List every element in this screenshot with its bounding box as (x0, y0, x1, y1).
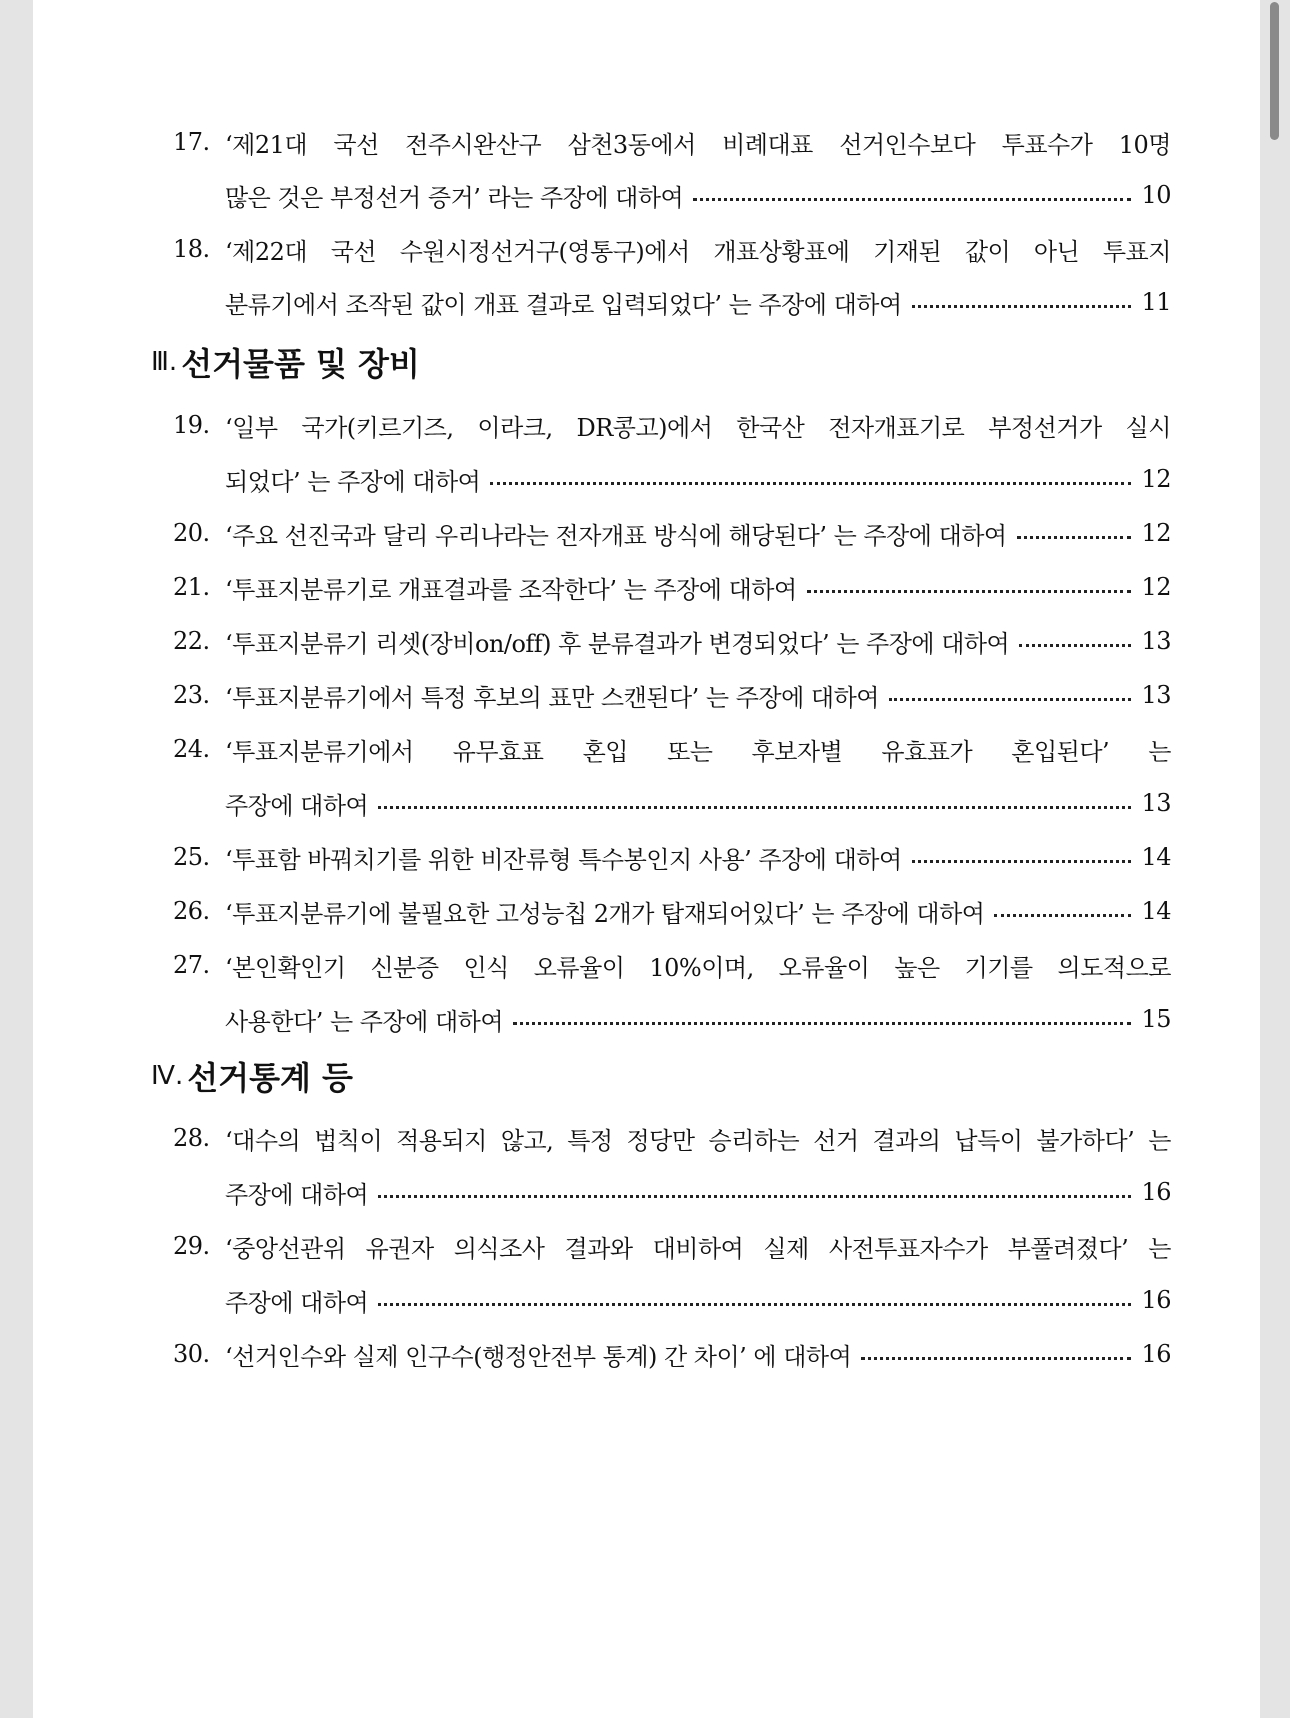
entry-text: 주장에 대하여 (225, 1288, 369, 1317)
entry-page-number: 14 (1141, 897, 1171, 925)
entry-number: 18. (173, 235, 210, 263)
dot-leader (912, 860, 1132, 863)
toc-entry-continuation[interactable] (225, 175, 1171, 215)
entry-page-number: 12 (1141, 465, 1171, 493)
toc-entry[interactable] (173, 229, 1171, 269)
entry-text: 많은 것은 부정선거 증거’ 라는 주장에 대하여 (225, 183, 684, 212)
dot-leader (1019, 644, 1131, 647)
dot-leader (378, 1195, 1131, 1198)
entry-page-number: 12 (1141, 519, 1171, 547)
section-number: Ⅳ. (151, 1061, 184, 1091)
toc-entry[interactable] (173, 729, 1171, 769)
entry-number: 17. (173, 128, 210, 156)
entry-text: 주장에 대하여 (225, 791, 369, 820)
dot-leader (693, 198, 1131, 201)
toc-entry[interactable] (173, 621, 1171, 661)
entry-number: 29. (173, 1232, 210, 1260)
entry-number: 28. (173, 1124, 210, 1152)
entry-number: 25. (173, 843, 210, 871)
entry-page-number: 12 (1141, 573, 1171, 601)
dot-leader (378, 806, 1131, 809)
dot-leader (861, 1357, 1131, 1360)
dot-leader (378, 1303, 1131, 1306)
entry-text: ‘투표지분류기로 개표결과를 조작한다’ 는 주장에 대하여 (225, 575, 797, 604)
entry-text: ‘일부 국가(키르기즈, 이라크, DR콩고)에서 한국산 전자개표기로 부정선거가 실시 (225, 413, 1171, 442)
entry-number: 23. (173, 681, 210, 709)
section-number: Ⅲ. (151, 347, 178, 377)
entry-text: 주장에 대하여 (225, 1180, 369, 1209)
dot-leader (994, 914, 1131, 917)
entry-text: ‘투표지분류기에서 유무효표 혼입 또는 후보자별 유효표가 혼입된다’ 는 (225, 737, 1171, 766)
entry-text: ‘투표함 바꿔치기를 위한 비잔류형 특수봉인지 사용’ 주장에 대하여 (225, 845, 902, 874)
toc-entry[interactable] (173, 675, 1171, 715)
toc-entry[interactable] (173, 1334, 1171, 1374)
dot-leader (889, 698, 1132, 701)
entry-page-number: 11 (1141, 288, 1171, 316)
toc-entry[interactable] (173, 405, 1171, 445)
viewer-scroll-track[interactable] (1260, 0, 1290, 1718)
entry-number: 21. (173, 573, 210, 601)
dot-leader (912, 305, 1132, 308)
entry-text: 되었다’ 는 주장에 대하여 (225, 467, 481, 496)
entry-text: ‘투표지분류기 리셋(장비on/off) 후 분류결과가 변경되었다’ 는 주장에 대하여 (225, 629, 1010, 658)
entry-text: 분류기에서 조작된 값이 개표 결과로 입력되었다’ 는 주장에 대하여 (225, 290, 902, 319)
entry-page-number: 16 (1141, 1340, 1171, 1368)
toc-entry-continuation[interactable] (225, 783, 1171, 823)
entry-page-number: 16 (1141, 1286, 1171, 1314)
toc-entry[interactable] (173, 567, 1171, 607)
toc-entry[interactable] (173, 513, 1171, 553)
toc-entry-continuation[interactable] (225, 1280, 1171, 1320)
entry-page-number: 13 (1141, 789, 1171, 817)
toc-entry-continuation[interactable] (225, 999, 1171, 1039)
dot-leader (513, 1022, 1131, 1025)
section-title: 선거물품 및 장비 (181, 345, 420, 383)
entry-number: 22. (173, 627, 210, 655)
entry-text: ‘중앙선관위 유권자 의식조사 결과와 대비하여 실제 사전투표자수가 부풀려졌다’ 는 (225, 1234, 1171, 1263)
toc-entry[interactable] (173, 122, 1171, 162)
entry-page-number: 16 (1141, 1178, 1171, 1206)
entry-page-number: 15 (1141, 1005, 1171, 1033)
toc-entry[interactable] (173, 945, 1171, 985)
entry-text: ‘선거인수와 실제 인구수(행정안전부 통계) 간 차이’ 에 대하여 (225, 1342, 852, 1371)
entry-text: ‘본인확인기 신분증 인식 오류율이 10%이며, 오류율이 높은 기기를 의도적으로 (225, 953, 1171, 982)
section-heading (151, 337, 420, 387)
entry-number: 26. (173, 897, 210, 925)
viewer-background-left (0, 0, 33, 1718)
toc-entry-continuation[interactable] (225, 282, 1171, 322)
entry-page-number: 14 (1141, 843, 1171, 871)
toc-entry-continuation[interactable] (225, 459, 1171, 499)
entry-number: 19. (173, 411, 210, 439)
entry-text: ‘투표지분류기에 불필요한 고성능칩 2개가 탑재되어있다’ 는 주장에 대하여 (225, 899, 985, 928)
toc-entry[interactable] (173, 891, 1171, 931)
toc-entry-continuation[interactable] (225, 1172, 1171, 1212)
dot-leader (807, 590, 1132, 593)
entry-text: ‘주요 선진국과 달리 우리나라는 전자개표 방식에 해당된다’ 는 주장에 대하여 (225, 521, 1007, 550)
dot-leader (1017, 536, 1132, 539)
entry-page-number: 13 (1141, 681, 1171, 709)
entry-text: ‘제22대 국선 수원시정선거구(영통구)에서 개표상황표에 기재된 값이 아닌 투표지 (225, 237, 1171, 266)
toc-entry[interactable] (173, 837, 1171, 877)
entry-text: 사용한다’ 는 주장에 대하여 (225, 1007, 504, 1036)
dot-leader (490, 482, 1131, 485)
entry-text: ‘제21대 국선 전주시완산구 삼천3동에서 비례대표 선거인수보다 투표수가 10명 (225, 130, 1171, 159)
entry-page-number: 13 (1141, 627, 1171, 655)
toc-entry[interactable] (173, 1226, 1171, 1266)
entry-text: ‘대수의 법칙이 적용되지 않고, 특정 정당만 승리하는 선거 결과의 납득이 불가하다’ 는 (225, 1126, 1171, 1155)
table-of-contents (33, 0, 1260, 1718)
entry-text: ‘투표지분류기에서 특정 후보의 표만 스캔된다’ 는 주장에 대하여 (225, 683, 879, 712)
entry-page-number: 10 (1141, 181, 1171, 209)
entry-number: 30. (173, 1340, 210, 1368)
entry-number: 20. (173, 519, 210, 547)
section-title: 선거통계 등 (187, 1059, 353, 1097)
entry-number: 24. (173, 735, 210, 763)
toc-entry[interactable] (173, 1118, 1171, 1158)
document-page (33, 0, 1260, 1718)
scrollbar-thumb[interactable] (1270, 2, 1279, 140)
section-heading (151, 1051, 353, 1101)
entry-number: 27. (173, 951, 210, 979)
